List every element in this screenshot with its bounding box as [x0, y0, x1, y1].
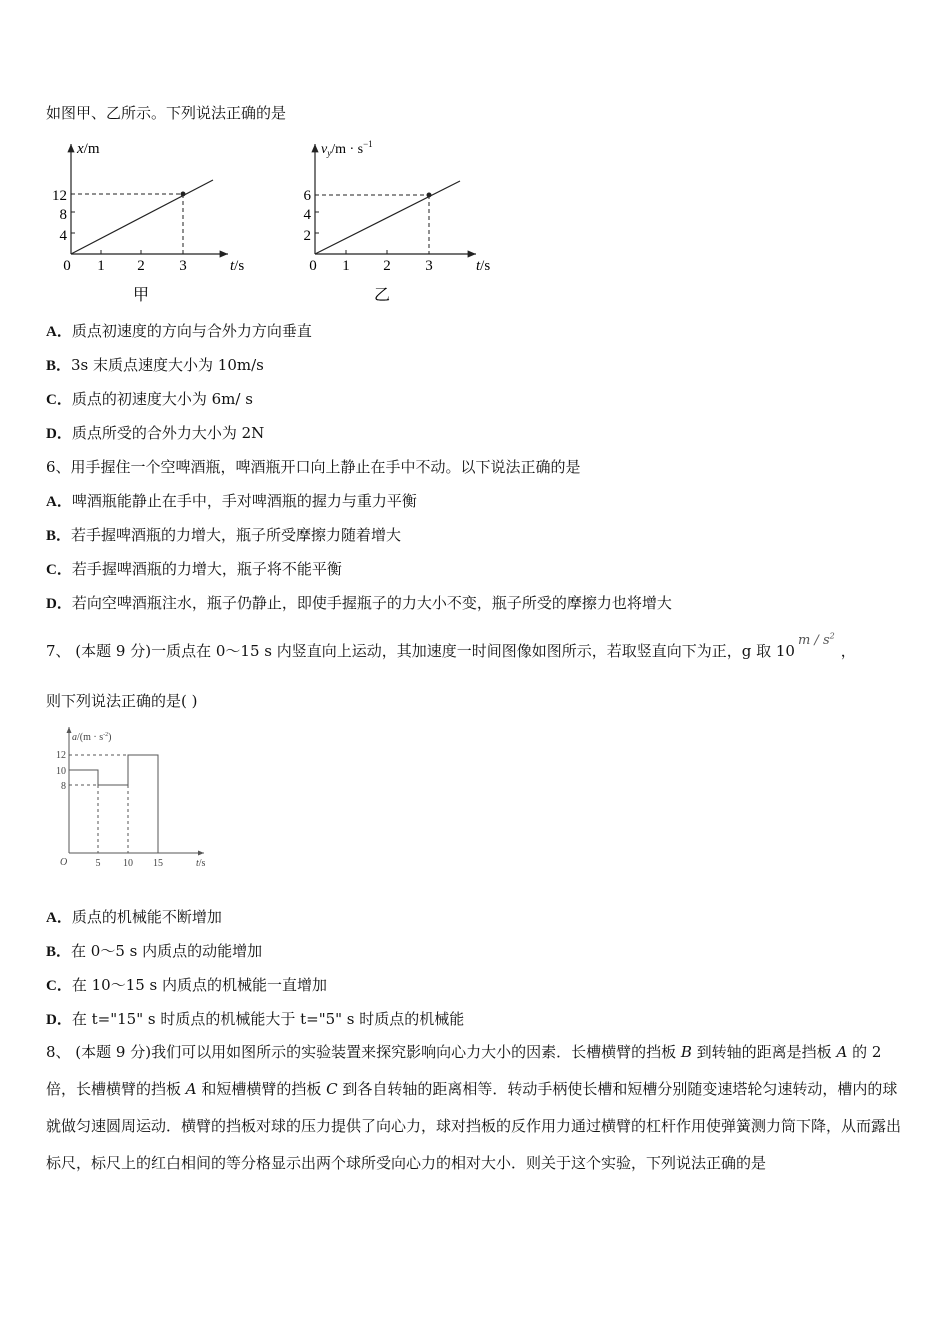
x-axis-label: t/s: [196, 858, 206, 869]
q6-option-a: A．啤酒瓶能静止在手中，手对啤酒瓶的握力与重力平衡: [46, 492, 417, 510]
figure-caption: 乙: [373, 287, 391, 304]
x-tick-1: 1: [342, 258, 350, 274]
intro-text: 如图甲、乙所示。下列说法正确的是: [46, 104, 287, 122]
y-tick-12: 12: [56, 750, 66, 761]
y-tick-4: 4: [59, 228, 67, 244]
y-tick-12: 12: [52, 188, 67, 204]
q7-option-b: B．在 0～5 s 内质点的动能增加: [46, 942, 263, 960]
q5-option-d: D．质点所受的合外力大小为 2N: [46, 424, 265, 442]
q5-option-b: B．3s 末质点速度大小为 10m/s: [46, 356, 264, 374]
x-tick-0: 0: [309, 258, 317, 274]
data-point: [427, 193, 432, 198]
x-tick-2: 2: [137, 258, 145, 274]
data-line: [315, 181, 460, 254]
x-tick-15: 15: [153, 858, 163, 869]
q6-option-b: B．若手握啤酒瓶的力增大，瓶子所受摩擦力随着增大: [46, 526, 402, 544]
y-axis-label: $v_y/m \cdot s^{-1}$: [321, 139, 373, 158]
x-tick-2: 2: [383, 258, 391, 274]
x-tick-3: 3: [425, 258, 433, 274]
y-tick-10: 10: [56, 766, 66, 777]
x-tick-10: 10: [123, 858, 133, 869]
q8-paragraph: 8、 (本题 9 分)我们可以用如图所示的实验装置来探究影响向心力大小的因素．长槽横臂的挡板 B 到转轴的距离是挡板 A 的 2 倍，长槽横臂的挡板 A 和短槽横臂的挡板 C 到各自转轴的距离相等．转动手柄使长槽和短槽分别随变速塔轮匀速转动，槽内的球就做匀速圆周运动．横臂的挡板对球的压力提供了向心力，球对挡板的反作用力通过横臂的杠杆作用使弹簧测力筒下降，从而露出标尺，标尺上的红白相间的等分格显示出两个球所受向心力的相对大小．则关于这个实验，下列说法正确的是: [46, 1043, 902, 1172]
q5-option-c: C．质点的初速度大小为 6m/ s: [46, 390, 253, 408]
y-axis-label: x/m: [77, 141, 100, 157]
data-line: [71, 180, 213, 254]
figure-acceleration-graph: [46, 722, 216, 872]
x-axis-label: t/s: [476, 258, 491, 274]
y-tick-2: 2: [303, 228, 311, 244]
y-axis-label: $a/(m \cdot s^{-2})$: [72, 732, 112, 743]
x-tick-3: 3: [179, 258, 187, 274]
x-tick-1: 1: [97, 258, 105, 274]
q6-option-c: C．若手握啤酒瓶的力增大，瓶子将不能平衡: [46, 560, 342, 578]
x-tick-5: 5: [95, 858, 101, 869]
x-axis-label: t/s: [230, 258, 245, 274]
origin-label: O: [60, 857, 68, 868]
y-tick-6: 6: [303, 188, 311, 204]
q7-option-a: A．质点的机械能不断增加: [46, 908, 222, 926]
q7-option-d: D．在 t="15" s 时质点的机械能大于 t="5" s 时质点的机械能: [46, 1010, 465, 1028]
x-tick-0: 0: [63, 258, 71, 274]
y-tick-4: 4: [303, 207, 311, 223]
q7-stem-line2: 则下列说法正确的是( ): [46, 692, 198, 710]
q7-option-c: C．在 10～15 s 内质点的机械能一直增加: [46, 976, 328, 994]
q5-option-a: A．质点初速度的方向与合外力方向垂直: [46, 322, 312, 340]
acceleration-step-line: [69, 755, 158, 853]
q6-stem: 6、用手握住一个空啤酒瓶，啤酒瓶开口向上静止在手中不动。以下说法正确的是: [46, 458, 581, 476]
q7-unit: m / $s^2$: [797, 631, 835, 648]
y-tick-8: 8: [59, 207, 67, 223]
data-point: [181, 192, 186, 197]
figure-caption: 甲: [132, 287, 150, 304]
q7-stem: 7、 (本题 9 分)一质点在 0～15 s 内竖直向上运动，其加速度一时间图像如图所示，若取竖直向下为正，g 取 $10m / s^2$，: [46, 631, 856, 660]
y-tick-8: 8: [61, 781, 66, 792]
q6-option-d: D．若向空啤酒瓶注水，瓶子仍静止，即使手握瓶子的力大小不变，瓶子所受的摩擦力也将增大: [46, 594, 672, 612]
figure-jia: [40, 136, 270, 308]
figure-yi: [284, 136, 514, 308]
